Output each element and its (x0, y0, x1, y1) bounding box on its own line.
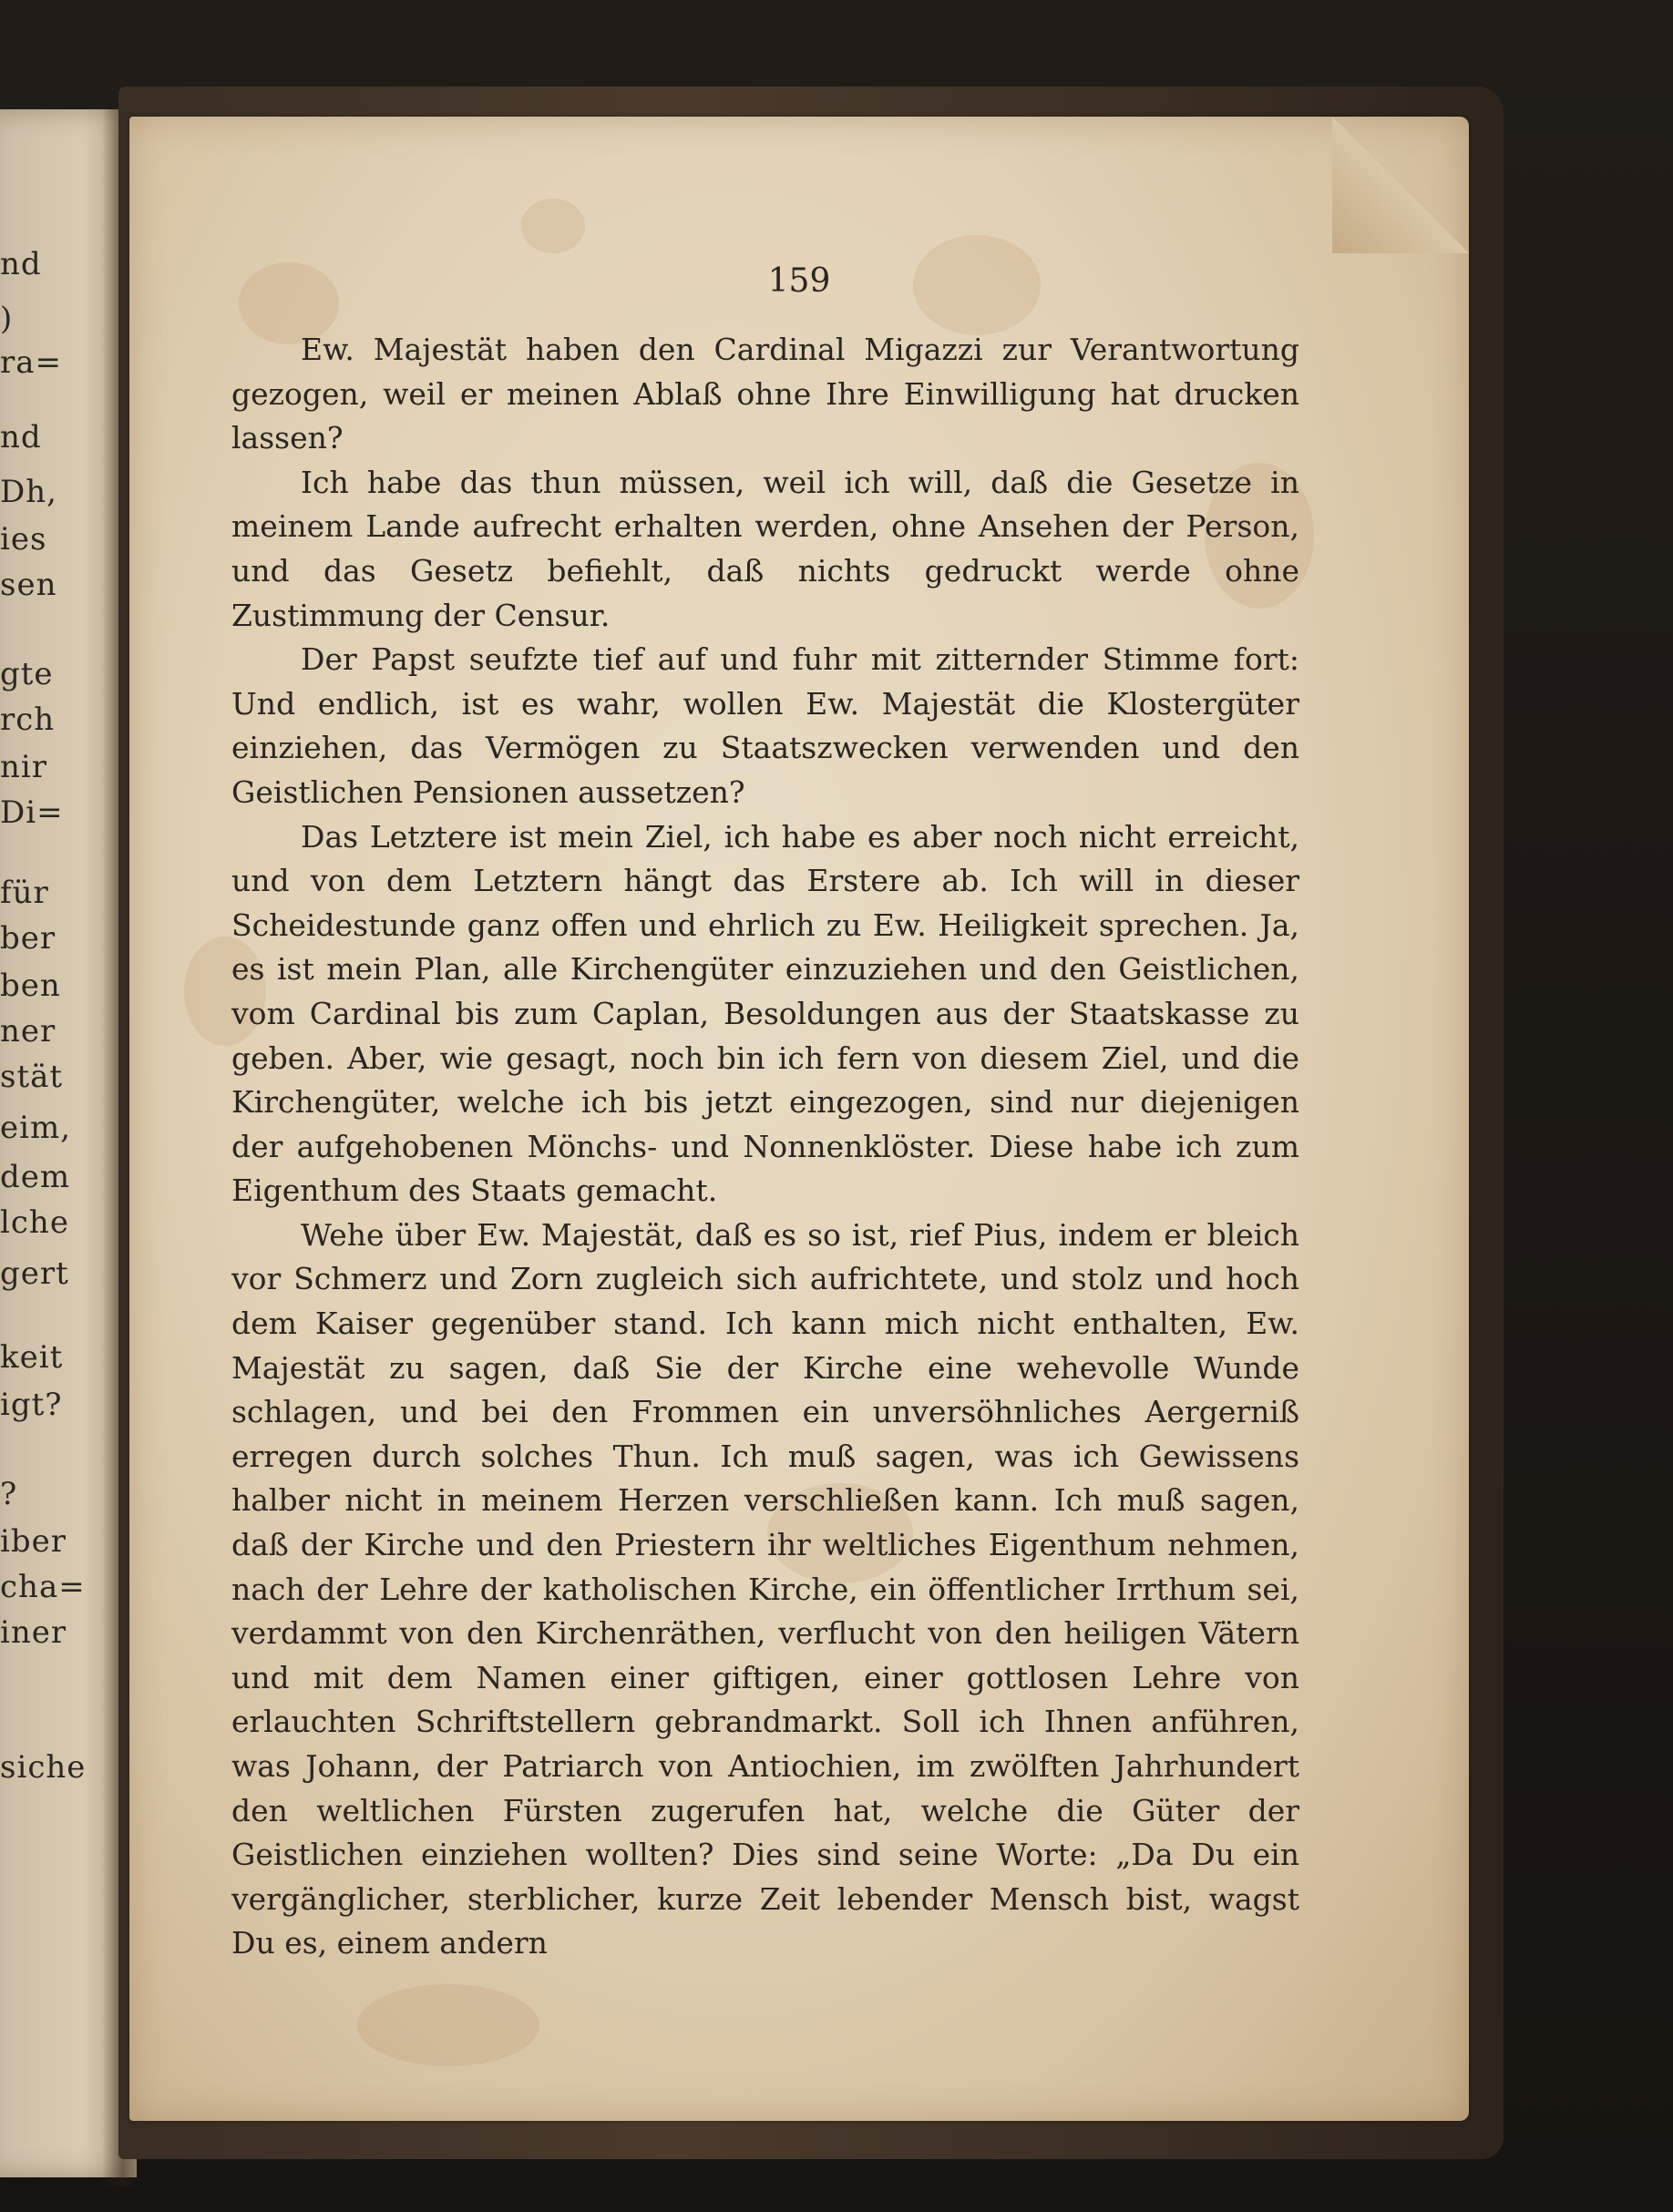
left-page-fragment: iber (0, 1523, 67, 1560)
left-page-fragment: Di= (0, 794, 64, 831)
right-page (129, 117, 1469, 2121)
left-page-fragment: iner (0, 1614, 67, 1651)
body-text (231, 328, 1299, 1966)
left-page-fragment: ies (0, 521, 47, 558)
page-number: 159 (767, 262, 831, 300)
left-page-fragment: lche (0, 1204, 69, 1241)
left-page-fragment: siche (0, 1749, 87, 1786)
left-page-fragment: ben (0, 968, 61, 1004)
left-page-fragment: cha= (0, 1569, 86, 1605)
paragraph: Wehe über Ew. Majestät, daß es so ist, rief Pius, indem er bleich vor Schmerz und Zorn zugleich sich aufrichtete, und stolz und hoch dem Kaiser gegenüber stand. Ich kann mich nicht enthalten, Ew. Majestät zu sagen, daß Sie der Kirche eine wehevolle Wunde schlagen, und bei den Frommen ein unversöhnliches Aergerniß erregen durch solches Thun. Ich muß sagen, was ich Gewissens halber nicht in meinem Herzen verschließen kann. Ich muß sagen, daß der Kirche und den Priestern ihr weltliches Eigenthum nehmen, nach der Lehre der katholischen Kirche, ein öffentlicher Irrthum sei, verdammt von den Kirchenräthen, verflucht von den heiligen Vätern und mit dem Namen einer giftigen, einer gottlosen Lehre von erlauchten Schriftstellern gebrandmarkt. Soll ich Ihnen anführen, was Johann, der Patriarch von Antiochien, im zwölften Jahrhundert den weltlichen Fürsten zugerufen hat, welche die Güter der Geistlichen einziehen wollten? Dies sind seine Worte: „Da Du ein vergänglicher, sterblicher, kurze Zeit lebender Mensch bist, wagst Du es, einem andern (231, 1216, 1299, 1961)
left-page-fragment: ? (0, 1476, 18, 1512)
left-page-fragment: ) (0, 301, 14, 337)
paragraph: Das Letztere ist mein Ziel, ich habe es aber noch nicht erreicht, und von dem Letztern hängt das Erstere ab. Ich will in dieser Scheidestunde ganz offen und ehrlich zu Ew. Heiligkeit sprechen. Ja, es ist mein Plan, alle Kirchengüter einzuziehen und den Geistlichen, vom Cardinal bis zum Caplan, Besoldungen aus der Staatskasse zu geben. Aber, wie gesagt, noch bin ich fern von diesem Ziel, und die Kirchengüter, welche ich bis jetzt eingezogen, sind nur diejenigen der aufgehobenen Mönchs- und Nonnenklöster. Diese habe ich zum Eigenthum des Staats gemacht. (231, 818, 1299, 1209)
folded-corner (1332, 117, 1469, 253)
left-page-fragment: igt? (0, 1387, 63, 1423)
left-page-fragment: stät (0, 1059, 64, 1095)
paragraph: Ew. Majestät haben den Cardinal Migazzi zur Verantwortung gezogen, weil er meinen Ablaß ohne Ihre Einwilligung hat drucken lassen? (231, 332, 1299, 456)
left-page-fragment: rch (0, 701, 56, 738)
paragraph: Ich habe das thun müssen, weil ich will, daß die Gesetze in meinem Lande aufrecht erhalten werden, ohne Ansehen der Person, und das Gesetz befiehlt, daß nichts gedruckt werde ohne Zustimmung der Censur. (231, 464, 1299, 633)
left-page-fragment: nd (0, 246, 42, 282)
left-page-fragment: ber (0, 920, 56, 957)
left-page-fragment: ra= (0, 344, 63, 381)
foxing-spot (357, 1984, 539, 2066)
paragraph: Der Papst seufzte tief auf und fuhr mit zitternder Stimme fort: Und endlich, ist es wahr, wollen Ew. Majestät die Klostergüter einziehen, das Vermögen zu Staatszwecken verwenden und den Geistlichen Pensionen aussetzen? (231, 641, 1299, 810)
left-page-fragment: keit (0, 1339, 64, 1376)
left-page-fragment: sen (0, 567, 57, 603)
left-page-fragment: für (0, 875, 49, 911)
left-page-fragment: dem (0, 1159, 71, 1195)
left-page-fragment: eim, (0, 1110, 72, 1146)
left-page-fragment: nir (0, 749, 48, 785)
left-page-fragment: Dh, (0, 474, 57, 510)
left-page-fragment: gte (0, 656, 54, 692)
foxing-spot (521, 199, 585, 253)
left-page-fragment: ner (0, 1013, 56, 1050)
left-page-fragment: gert (0, 1255, 69, 1292)
left-page-fragment: nd (0, 419, 42, 456)
